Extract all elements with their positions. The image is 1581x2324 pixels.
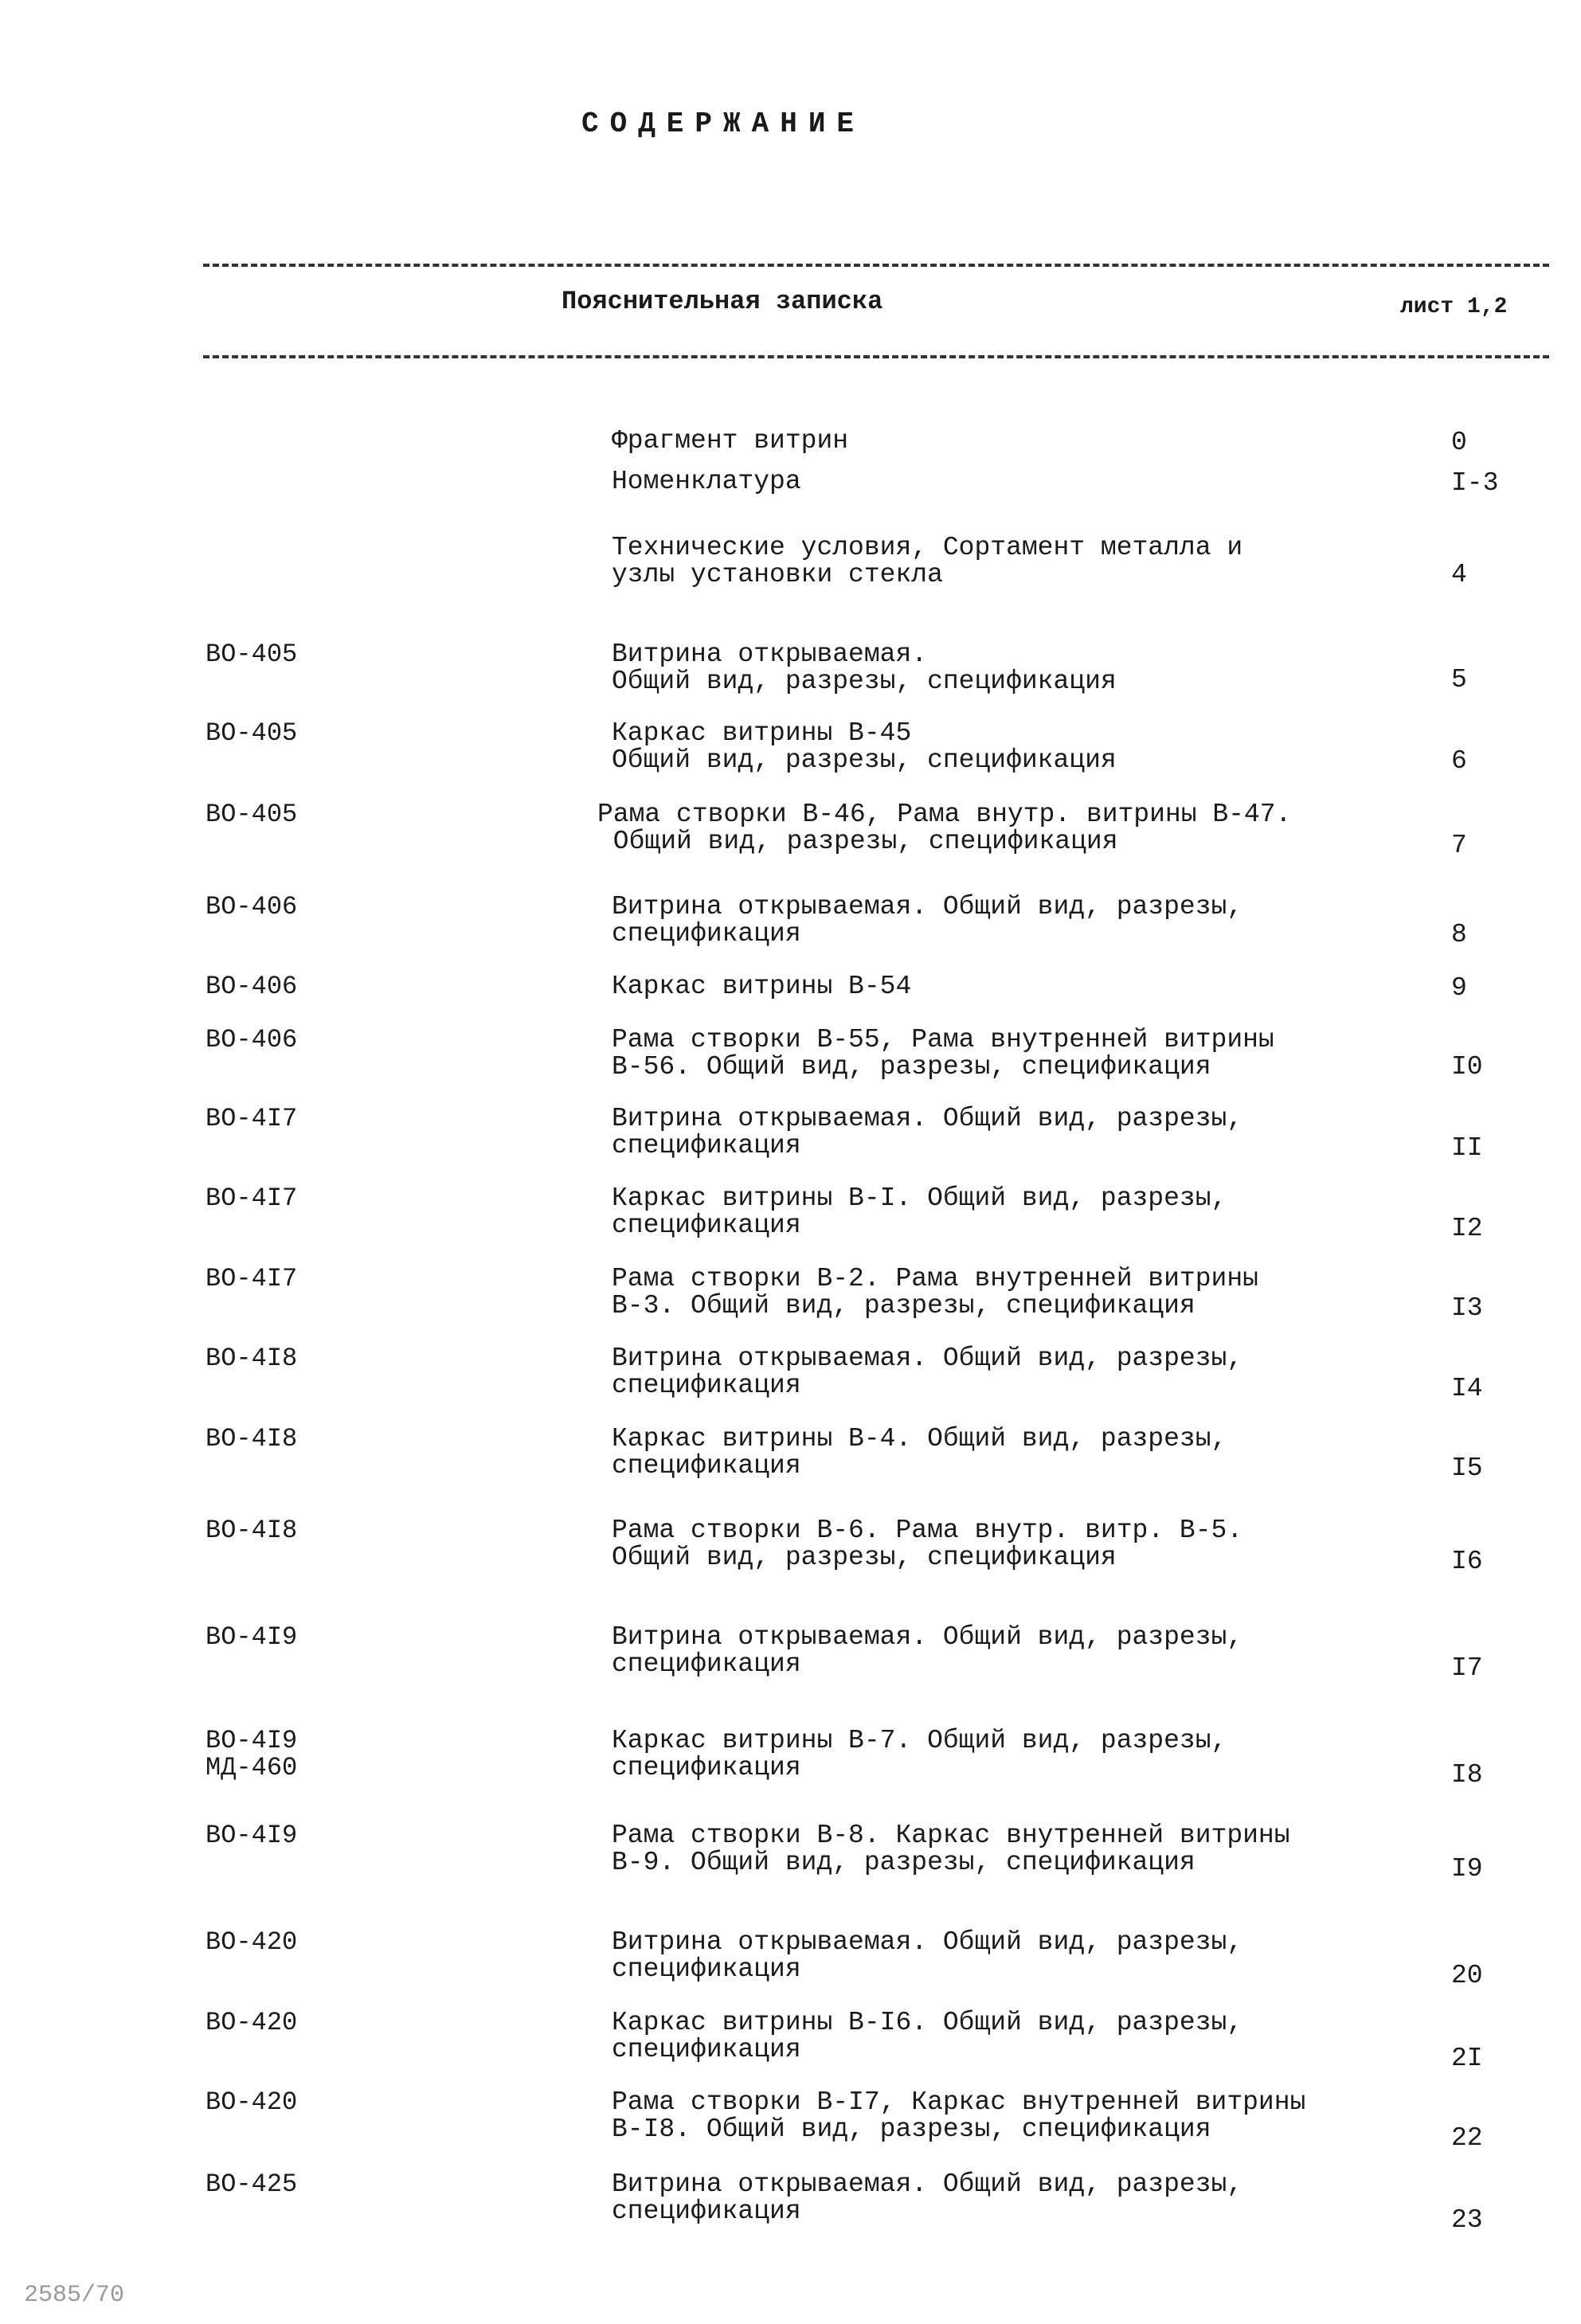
page-number: 8 [1451,920,1467,950]
entry-title: Технические условия, Сортамент металла и узлы установки стекла [612,533,1243,590]
divider [203,355,1549,358]
drawing-code: ВО-4I8 [205,1423,298,1453]
drawing-code: ВО-420 [205,2087,298,2118]
page-number: I2 [1451,1213,1483,1243]
entry-title: Каркас витрины В-4. Общий вид, разрезы, спецификация [612,1423,1227,1481]
page-number: I6 [1451,1547,1483,1577]
drawing-code: ВО-4I9 [205,1821,298,1851]
page-number: I4 [1451,1373,1483,1403]
entry-title: Каркас витрины В-I. Общий вид, разрезы, спецификация [612,1184,1227,1241]
page-number: I-3 [1451,468,1499,498]
entry-title: Витрина открываемая. Общий вид, разрезы, спецификация [612,1344,1243,1401]
entry-title: Каркас витрины В-45 Общий вид, разрезы, спецификация [612,718,1117,775]
drawing-code: ВО-405 [205,800,298,830]
drawing-code: ВО-4I8 [205,1516,298,1546]
drawing-code: ВО-4I7 [205,1103,298,1133]
page-number: 6 [1451,746,1467,777]
entry-title: Витрина открываемая. Общий вид, разрезы, спецификация [612,891,1243,949]
drawing-code: ВО-405 [205,718,298,748]
drawing-code: ВО-406 [205,972,298,1002]
drawing-code: ВО-406 [205,891,298,921]
drawing-code: ВО-420 [205,2007,298,2037]
page-number: I0 [1451,1051,1483,1082]
page-number: 22 [1451,2123,1483,2154]
drawing-code: ВО-4I8 [205,1344,298,1374]
entry-title: Рама створки В-2. Рама внутренней витрины В-3. Общий вид, разрезы, спецификация [612,1263,1258,1320]
drawing-code: ВО-4I9 [205,1622,298,1653]
page-number: I5 [1451,1453,1483,1484]
drawing-code: ВО-4I9 МД-460 [205,1726,298,1783]
entry-title: Каркас витрины В-I6. Общий вид, разрезы, спецификация [612,2007,1243,2064]
drawing-code: ВО-4I7 [205,1184,298,1214]
entry-title: Рама створки В-8. Каркас внутренней витрины В-9. Общий вид, разрезы, спецификация [612,1821,1290,1878]
page-number: 4 [1451,559,1467,589]
page-title: СОДЕРЖАНИЕ [581,108,866,140]
entry-title: Фрагмент витрин [612,426,849,456]
entry-title: Витрина открываемая. Общий вид, разрезы, спецификация [612,1622,1243,1680]
archive-stamp: 2585/70 [24,2282,125,2309]
page-number: 0 [1451,428,1467,458]
drawing-code: ВО-4I7 [205,1263,298,1293]
page-number: 5 [1451,665,1467,695]
entry-title: Каркас витрины В-54 [612,972,912,1002]
entry-title: Номенклатура [612,466,801,496]
divider [203,264,1549,267]
entry-title: Рама створки В-55, Рама внутренней витрины В-56. Общий вид, разрезы, спецификация [612,1025,1274,1082]
entry-title: Витрина открываемая. Общий вид, разрезы, спецификация [612,640,1117,697]
page-number: I3 [1451,1293,1483,1324]
page-number: 9 [1451,973,1467,1004]
entry-title: Витрина открываемая. Общий вид, разрезы, спецификация [612,1103,1243,1160]
drawing-code: ВО-406 [205,1025,298,1055]
drawing-code: ВО-425 [205,2169,298,2199]
sheet-number: лист 1,2 [1400,295,1508,319]
page-number: II [1451,1133,1483,1164]
page-number: 20 [1451,1960,1483,1990]
section-header: Пояснительная записка [562,287,883,316]
entry-title: Рама створки В-6. Рама внутр. витр. В-5. Общий вид, разрезы, спецификация [612,1516,1243,1573]
entry-title: Каркас витрины В-7. Общий вид, разрезы, спецификация [612,1726,1227,1783]
page-number: 2I [1451,2043,1483,2073]
page-number: 7 [1451,831,1467,861]
page-number: I8 [1451,1760,1483,1790]
page-number: 23 [1451,2205,1483,2235]
drawing-code: ВО-420 [205,1927,298,1958]
page-number: I9 [1451,1853,1483,1884]
entry-title: Витрина открываемая. Общий вид, разрезы, спецификация [612,1927,1243,1985]
drawing-code: ВО-405 [205,640,298,670]
entry-title: Витрина открываемая. Общий вид, разрезы, спецификация [612,2169,1243,2226]
page-number: I7 [1451,1653,1483,1684]
entry-title: Рама створки В-I7, Каркас внутренней витрины В-I8. Общий вид, разрезы, спецификация [612,2087,1306,2145]
entry-title: Рама створки В-46, Рама внутр. витрины В-47. Общий вид, разрезы, спецификация [597,800,1292,857]
